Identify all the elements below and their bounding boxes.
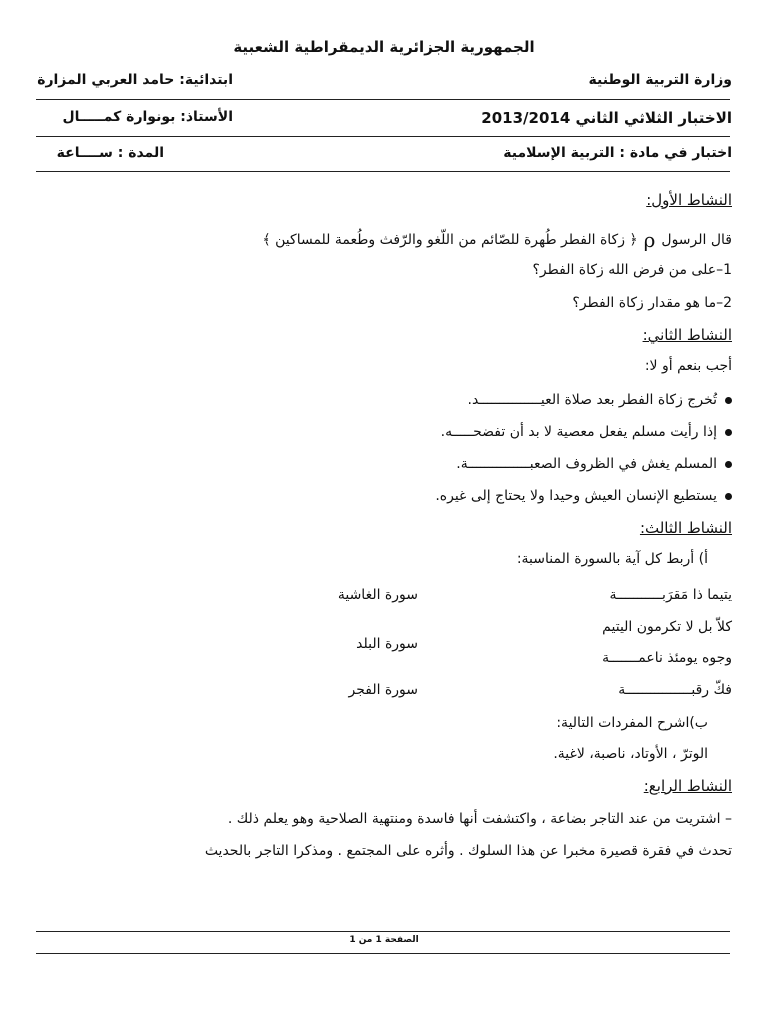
activity3-part-a: أ) أربط كل آية بالسورة المناسبة: xyxy=(516,551,708,567)
bullet-icon xyxy=(725,397,732,404)
verse-2: كلاّ بل لا تكرمون اليتيم xyxy=(602,619,732,635)
statement-text: المسلم يغش في الظروف الصعبـــــــــــــــة. xyxy=(456,456,717,472)
bullet-icon xyxy=(725,493,732,500)
footer-rule-top xyxy=(36,931,730,932)
hadith-prefix: قال الرسول xyxy=(661,232,732,248)
header-rule-2 xyxy=(36,136,730,137)
surah-1: سورة الغاشية xyxy=(337,587,418,603)
surah-2: سورة البلد xyxy=(356,636,418,652)
ministry-label: وزارة التربية الوطنية xyxy=(588,72,732,88)
duration-label: المدة : ســــاعة xyxy=(56,145,164,161)
activity2-title: النشاط الثاني: xyxy=(642,326,732,344)
activity4-line-1: – اشتريت من عند التاجر بضاعة ، واكتشفت أنها فاسدة ومنتهية الصلاحية وهو يعلم ذلك . xyxy=(227,811,732,827)
bullet-icon xyxy=(725,429,732,436)
republic-title: الجمهورية الجزائرية الديمقراطية الشعبية xyxy=(233,38,535,56)
footer-rule-bottom xyxy=(36,953,730,954)
verse-4: فكّ رقبــــــــــــــــة xyxy=(618,682,732,698)
activity1-question-1: 1–على من فرض الله زكاة الفطر؟ xyxy=(532,262,732,278)
header-rule-3 xyxy=(36,171,730,172)
activity4-line-2: تحدث في فقرة قصيرة مخبرا عن هذا السلوك . وأثره على المجتمع . ومذكرا التاجر بالحديث xyxy=(204,843,732,859)
statement-text: يستطيع الإنسان العيش وحيدا ولا يحتاج إلى غيره. xyxy=(435,488,717,504)
list-item xyxy=(456,456,732,472)
bullet-icon xyxy=(725,461,732,468)
hadith-line xyxy=(263,228,733,252)
subject-label: اختبار في مادة : التربية الإسلامية xyxy=(503,145,732,161)
list-item xyxy=(468,392,732,408)
activity1-title: النشاط الأول: xyxy=(646,191,732,209)
hadith-text: ﴿ زكاة الفطر طُهرة للصّائم من اللّغو والرّفث وطُعمة للمساكين ﴾ xyxy=(262,232,638,248)
school-label: ابتدائية: حامد العربي المزارة xyxy=(37,72,233,88)
activity3-title: النشاط الثالث: xyxy=(639,519,732,537)
header-rule-1 xyxy=(36,99,730,100)
activity1-question-2: 2–ما هو مقدار زكاة الفطر؟ xyxy=(572,295,732,311)
verse-3: وجوه يومئذ ناعمـــــــة xyxy=(602,650,732,666)
statement-text: إذا رأيت مسلم يفعل معصية لا بد أن تفضحـــــه. xyxy=(440,424,717,440)
activity3-part-b: ب)اشرح المفردات التالية: xyxy=(556,715,708,731)
list-item xyxy=(435,488,732,504)
activity4-title: النشاط الرابع: xyxy=(643,777,732,795)
exam-title: الاختبار الثلاثي الثاني 2013/2014 xyxy=(481,109,732,127)
surah-3: سورة الفجر xyxy=(348,682,418,698)
list-item xyxy=(441,424,732,440)
activity3-words: الوترّ ، الأوتاد، ناصبة، لاغية. xyxy=(553,746,708,762)
statement-text: تُخرج زكاة الفطر بعد صلاة العيـــــــــــــــد. xyxy=(467,392,717,408)
verse-1: يتيما ذا مَقرَبـــــــــــة xyxy=(609,587,732,603)
teacher-label: الأستاذ: بونوارة كمـــــال xyxy=(62,109,233,125)
page-number: الصفحة 1 من 1 xyxy=(349,935,419,945)
prophet-symbol: ρ xyxy=(643,228,656,252)
activity2-instruction: أجب بنعم أو لا: xyxy=(644,358,732,374)
